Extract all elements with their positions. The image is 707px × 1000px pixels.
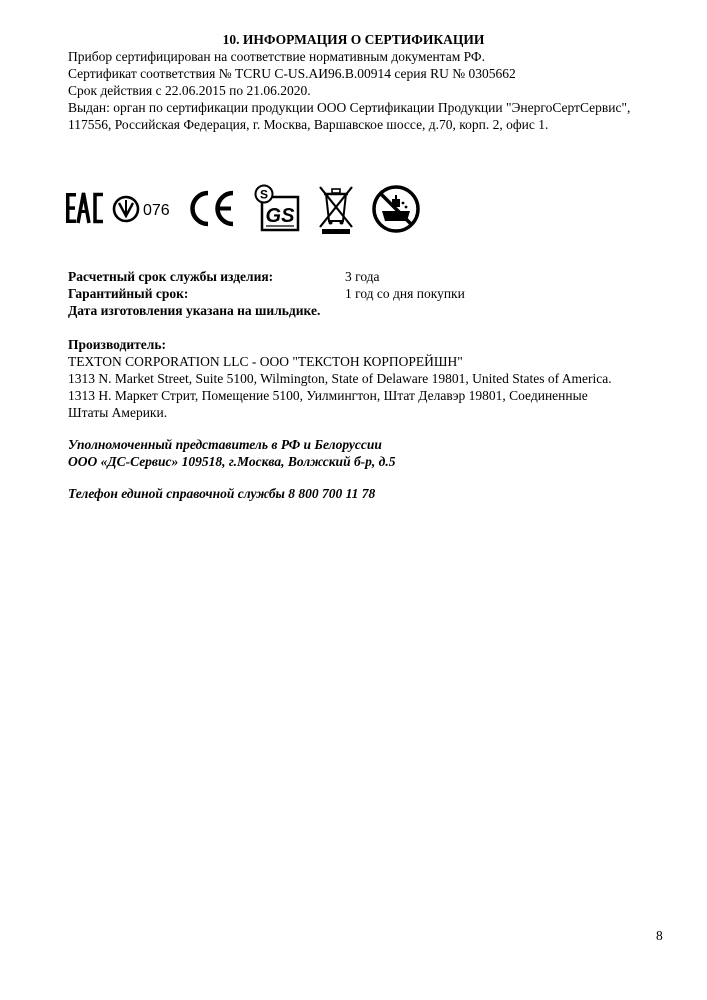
cert-line-3: Срок действия с 22.06.2015 по 21.06.2020.	[68, 83, 311, 98]
warranty-label: Гарантийный срок:	[68, 286, 189, 301]
ua-code-text: 076	[143, 202, 170, 219]
manufacturer-line-2: 1313 N. Market Street, Suite 5100, Wilmington, State of Delaware 19801, United States of America.	[68, 371, 612, 386]
cert-line-4: Выдан: орган по сертификации продукции ООО Сертификации Продукции "ЭнергоСертСервис",	[68, 100, 631, 115]
manufacturer-line-3: 1313 Н. Маркет Стрит, Помещение 5100, Уилмингтон, Штат Делавэр 19801, Соединенные	[68, 388, 588, 403]
service-life-value: 3 года	[345, 269, 380, 284]
gs-text: GS	[265, 205, 295, 227]
representative-line-1: Уполномоченный представитель в РФ и Белоруссии	[68, 437, 382, 452]
hotline-text: Телефон единой справочной службы 8 800 700 11 78	[68, 486, 376, 501]
no-bath-icon	[370, 183, 422, 235]
ukrsepro-mark-icon	[111, 183, 183, 235]
eac-mark-icon	[64, 183, 108, 235]
service-life-label: Расчетный срок службы изделия:	[68, 269, 274, 284]
manufacturer-line-4: Штаты Америки.	[68, 405, 168, 420]
page-number: 8	[656, 928, 663, 943]
certification-marks	[64, 183, 434, 235]
warranty-value: 1 год со дня покупки	[345, 286, 465, 301]
manufacture-date-note: Дата изготовления указана на шильдике.	[68, 303, 321, 318]
cert-line-5: 117556, Российская Федерация, г. Москва, Варшавское шоссе, д.70, корп. 2, офис 1.	[68, 117, 549, 132]
gs-mark-icon	[252, 183, 302, 235]
ce-mark-icon	[188, 183, 238, 235]
gs-s-text: S	[259, 187, 269, 202]
manufacturer-heading: Производитель:	[68, 337, 166, 352]
representative-line-2: ООО «ДС-Сервис» 109518, г.Москва, Волжский б-р, д.5	[68, 454, 396, 469]
section-title: 10. ИНФОРМАЦИЯ О СЕРТИФИКАЦИИ	[222, 32, 485, 47]
cert-line-2: Сертификат соответствия № TCRU C-US.АИ96.В.00914 серия RU № 0305662	[68, 66, 516, 81]
cert-line-1: Прибор сертифицирован на соответствие нормативным документам РФ.	[68, 49, 485, 64]
manufacturer-line-1: TEXTON CORPORATION LLC - ООО "ТЕКСТОН КОРПОРЕЙШН"	[68, 354, 463, 369]
weee-bin-icon	[316, 183, 356, 235]
